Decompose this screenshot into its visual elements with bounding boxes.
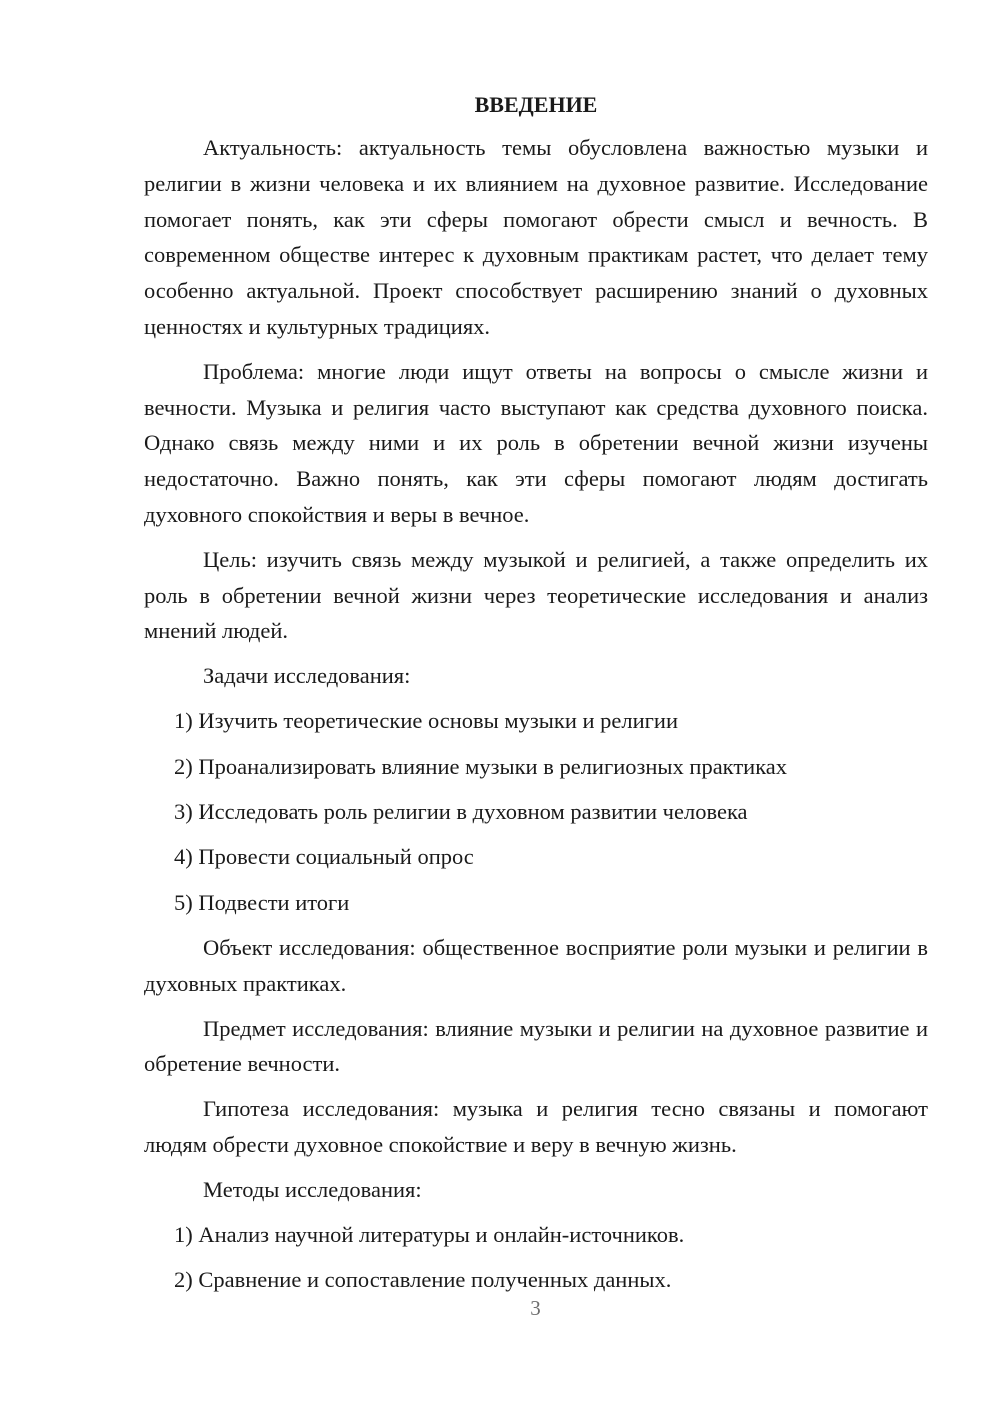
- relevance-paragraph: Актуальность: актуальность темы обусловлена важностью музыки и религии в жизни человека и их влиянием на духовное развитие. Исследование помогает понять, как эти сферы помогают обрести смысл и вечность. В современном обществе интерес к духовным практикам растет, что делает тему особенно актуальной. Проект способствует расширению знаний о духовных ценностях и культурных традициях.: [144, 135, 928, 339]
- tasks-heading: Задачи исследования:: [203, 663, 411, 689]
- page-number: 3: [530, 1296, 541, 1320]
- list-item: 2) Сравнение и сопоставление полученных данных.: [174, 1267, 672, 1293]
- list-item: 3) Исследовать роль религии в духовном развитии человека: [174, 799, 748, 825]
- list-item: 1) Анализ научной литературы и онлайн-источников.: [174, 1222, 685, 1248]
- section-title: ВВЕДЕНИЕ: [474, 92, 598, 117]
- object-paragraph: Объект исследования: общественное восприятие роли музыки и религии в духовных практиках.: [144, 934, 928, 996]
- list-item: 5) Подвести итоги: [174, 889, 350, 915]
- goal-paragraph: Цель: изучить связь между музыкой и религией, а также определить их роль в обретении вечной жизни через теоретические исследования и анализ мнений людей.: [144, 546, 928, 644]
- methods-list: [144, 1217, 928, 1298]
- hypothesis-paragraph: Гипотеза исследования: музыка и религия тесно связаны и помогают людям обрести духовное спокойствие и веру в вечную жизнь.: [144, 1096, 928, 1157]
- list-item: 1) Изучить теоретические основы музыки и религии: [174, 708, 678, 734]
- problem-paragraph: Проблема: многие люди ищут ответы на вопросы о смысле жизни и вечности. Музыка и религия часто выступают как средства духовного поиска. Однако связь между ними и их роль в обретении вечной жизни изучены недостаточно. Важно понять, как эти сферы помогают людям достигать духовного спокойствия и веры в вечное.: [144, 358, 928, 527]
- list-item: 2) Проанализировать влияние музыки в религиозных практиках: [174, 753, 788, 779]
- document-page: [144, 90, 928, 1308]
- subject-paragraph: Предмет исследования: влияние музыки и религии на духовное развитие и обретение вечности.: [144, 1015, 928, 1077]
- tasks-list: [144, 703, 928, 920]
- methods-heading: Методы исследования:: [203, 1176, 422, 1202]
- list-item: 4) Провести социальный опрос: [174, 844, 474, 870]
